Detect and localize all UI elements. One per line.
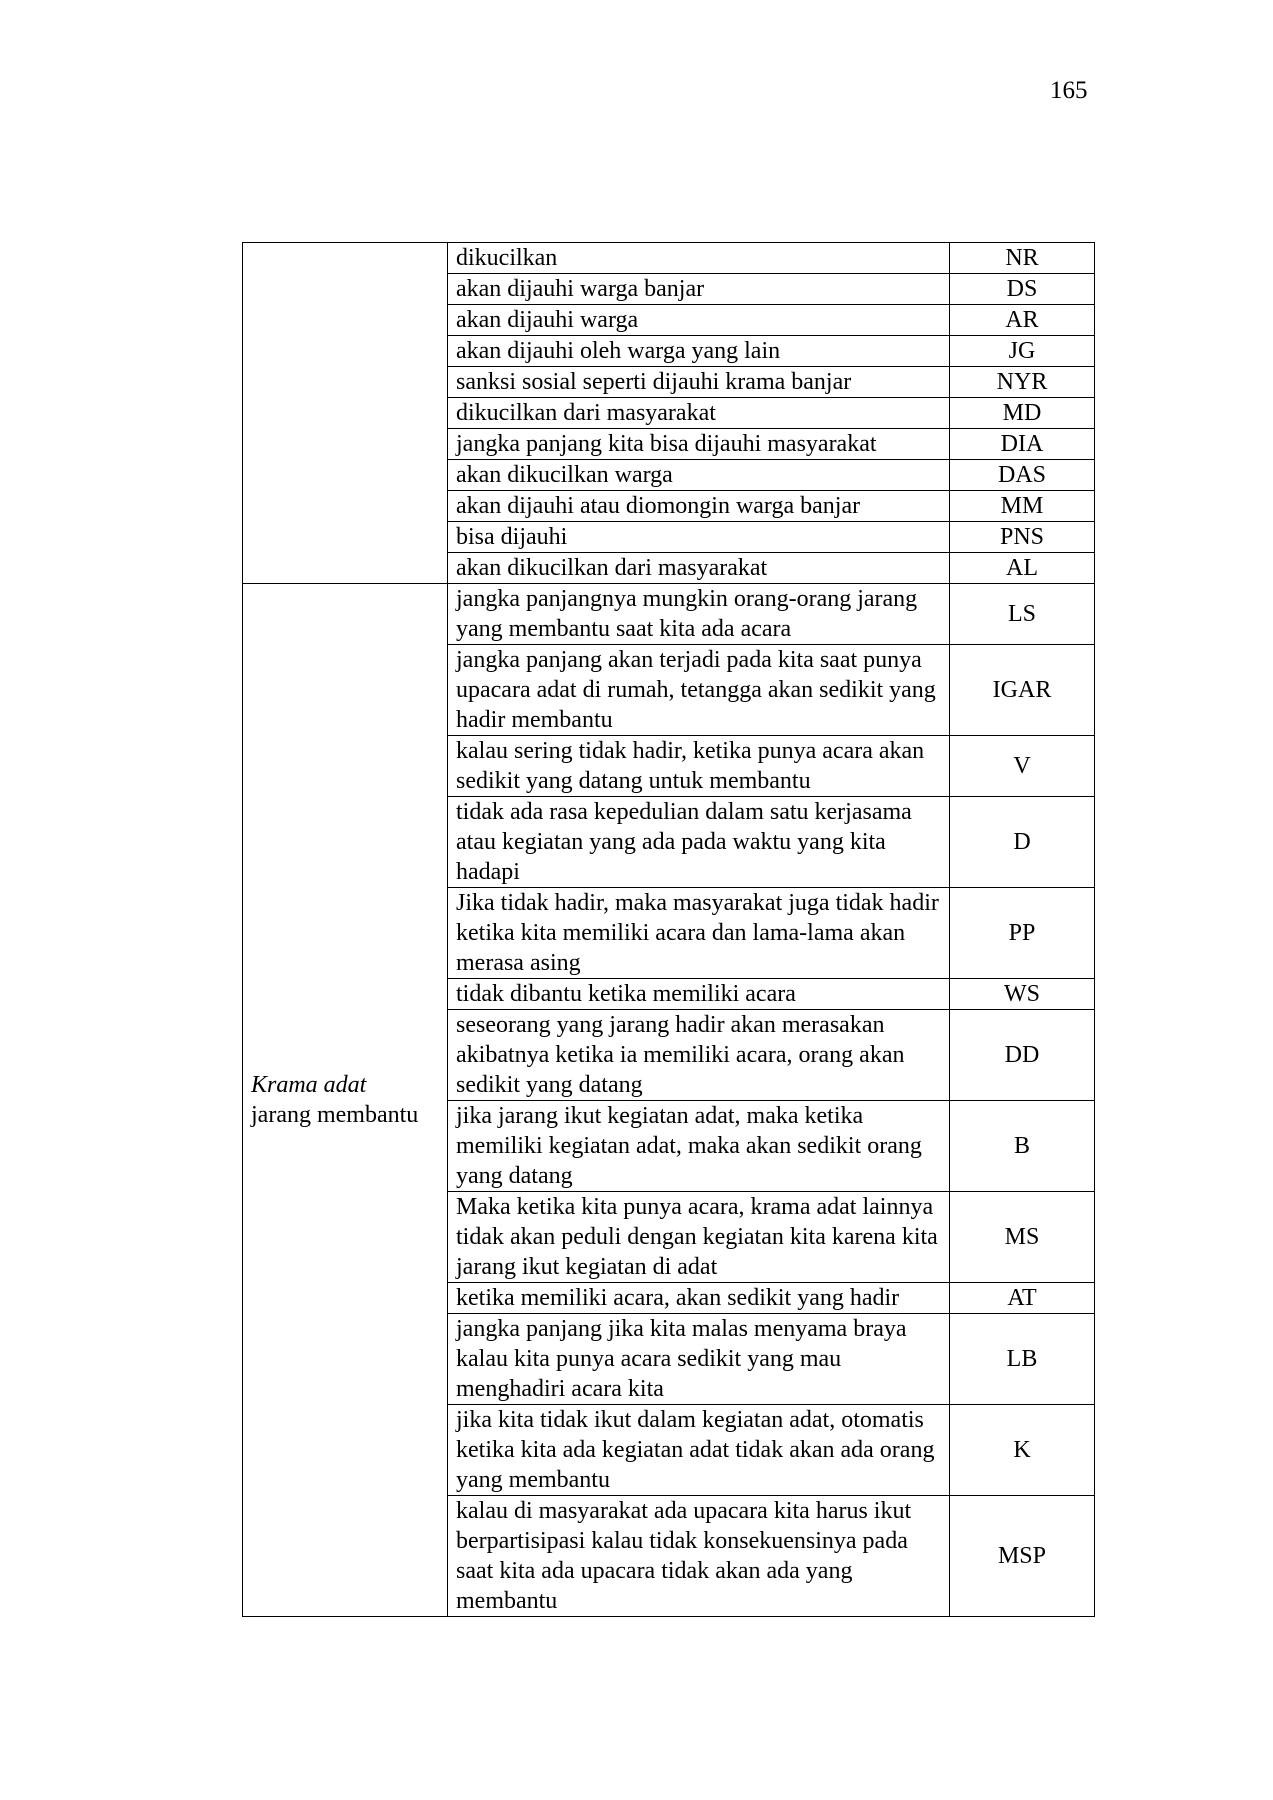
respondent-code-cell: DIA xyxy=(950,429,1095,460)
statement-cell: tidak dibantu ketika memiliki acara xyxy=(448,979,950,1010)
respondent-code-cell: NR xyxy=(950,243,1095,274)
statement-cell: bisa dijauhi xyxy=(448,522,950,553)
statement-cell: seseorang yang jarang hadir akan merasakan akibatnya ketika ia memiliki acara, orang akan sedikit yang datang xyxy=(448,1010,950,1101)
respondent-code-cell: DD xyxy=(950,1010,1095,1101)
statement-cell: sanksi sosial seperti dijauhi krama banjar xyxy=(448,367,950,398)
statement-cell: akan dikucilkan dari masyarakat xyxy=(448,553,950,584)
statement-cell: jangka panjang jika kita malas menyama braya kalau kita punya acara sedikit yang mau menghadiri acara kita xyxy=(448,1314,950,1405)
page-number: 165 xyxy=(1050,77,1088,104)
category-cell xyxy=(243,584,448,1617)
statement-cell: Maka ketika kita punya acara, krama adat lainnya tidak akan peduli dengan kegiatan kita karena kita jarang ikut kegiatan di adat xyxy=(448,1192,950,1283)
respondent-code-cell: K xyxy=(950,1405,1095,1496)
respondent-code-cell: AR xyxy=(950,305,1095,336)
statement-cell: akan dijauhi atau diomongin warga banjar xyxy=(448,491,950,522)
statement-cell: jangka panjang kita bisa dijauhi masyarakat xyxy=(448,429,950,460)
statement-cell: ketika memiliki acara, akan sedikit yang hadir xyxy=(448,1283,950,1314)
respondent-code-cell: LB xyxy=(950,1314,1095,1405)
respondent-code-cell: AT xyxy=(950,1283,1095,1314)
statement-cell: dikucilkan xyxy=(448,243,950,274)
statement-cell: jika kita tidak ikut dalam kegiatan adat, otomatis ketika kita ada kegiatan adat tidak akan ada orang yang membantu xyxy=(448,1405,950,1496)
table-row xyxy=(243,584,1095,645)
respondent-code-cell: MD xyxy=(950,398,1095,429)
respondent-code-cell: PP xyxy=(950,888,1095,979)
respondent-code-cell: JG xyxy=(950,336,1095,367)
table-row xyxy=(243,243,1095,274)
respondent-code-cell: WS xyxy=(950,979,1095,1010)
respondent-code-cell: IGAR xyxy=(950,645,1095,736)
statement-cell: akan dijauhi oleh warga yang lain xyxy=(448,336,950,367)
statement-cell: akan dijauhi warga xyxy=(448,305,950,336)
respondent-code-cell: MSP xyxy=(950,1496,1095,1617)
statement-cell: kalau sering tidak hadir, ketika punya acara akan sedikit yang datang untuk membantu xyxy=(448,736,950,797)
statement-cell: jangka panjang akan terjadi pada kita saat punya upacara adat di rumah, tetangga akan sedikit yang hadir membantu xyxy=(448,645,950,736)
statement-cell: Jika tidak hadir, maka masyarakat juga tidak hadir ketika kita memiliki acara dan lama-lama akan merasa asing xyxy=(448,888,950,979)
statement-cell: kalau di masyarakat ada upacara kita harus ikut berpartisipasi kalau tidak konsekuensinya pada saat kita ada upacara tidak akan ada yang membantu xyxy=(448,1496,950,1617)
respondent-code-cell: MS xyxy=(950,1192,1095,1283)
consequence-table xyxy=(242,242,1095,1617)
respondent-code-cell: V xyxy=(950,736,1095,797)
statement-cell: dikucilkan dari masyarakat xyxy=(448,398,950,429)
respondent-code-cell: AL xyxy=(950,553,1095,584)
category-label: jarang membantu xyxy=(251,1102,419,1128)
respondent-code-cell: DS xyxy=(950,274,1095,305)
category-cell xyxy=(243,243,448,584)
statement-cell: jangka panjangnya mungkin orang-orang jarang yang membantu saat kita ada acara xyxy=(448,584,950,645)
category-label-italic: Krama adat xyxy=(251,1072,367,1098)
respondent-code-cell: PNS xyxy=(950,522,1095,553)
respondent-code-cell: B xyxy=(950,1101,1095,1192)
statement-cell: tidak ada rasa kepedulian dalam satu kerjasama atau kegiatan yang ada pada waktu yang kita hadapi xyxy=(448,797,950,888)
table-body xyxy=(243,243,1095,1617)
statement-cell: akan dijauhi warga banjar xyxy=(448,274,950,305)
respondent-code-cell: NYR xyxy=(950,367,1095,398)
respondent-code-cell: DAS xyxy=(950,460,1095,491)
respondent-code-cell: LS xyxy=(950,584,1095,645)
respondent-code-cell: D xyxy=(950,797,1095,888)
statement-cell: jika jarang ikut kegiatan adat, maka ketika memiliki kegiatan adat, maka akan sedikit orang yang datang xyxy=(448,1101,950,1192)
statement-cell: akan dikucilkan warga xyxy=(448,460,950,491)
respondent-code-cell: MM xyxy=(950,491,1095,522)
